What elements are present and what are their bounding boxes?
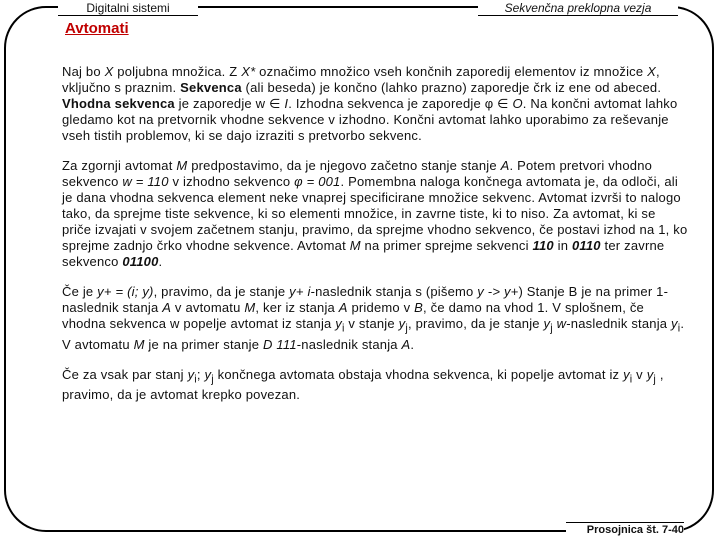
subscript: i [677, 322, 681, 335]
text-run: v izhodno sekvenco [168, 174, 295, 189]
text-run: Če za vsak par stanj [62, 366, 188, 382]
text-run: ; [196, 366, 205, 382]
text-run: X [647, 64, 656, 79]
text-run: , ker iz stanja [255, 300, 339, 315]
text-run: y+ [289, 284, 304, 299]
text-run: . Na končni avtomat lahko gledamo kot na pretvornik vhodne sekvence v izhodno. Končni avtomat lahko uporabimo za reševanje vseh tistih problemov, ki se dajo izraziti s pretvorbo sekvenc. [62, 96, 678, 143]
text-run: , pravimo, da je stanje [153, 284, 290, 299]
text-run: označimo množico vseh končnih zaporedij elementov iz množice [255, 64, 648, 79]
text-run: y [623, 366, 630, 382]
text-run: M [244, 300, 256, 315]
text-run: A [500, 158, 510, 173]
text-run: i [307, 284, 311, 299]
text-run: in [553, 238, 572, 253]
subscript: j [405, 322, 408, 335]
text-run: ) Stanje B je na primer 1-naslednik stanja [62, 284, 669, 315]
text-run: , pravimo, da je avtomat krepko povezan. [62, 366, 664, 403]
text-run: φ = 001 [294, 174, 341, 189]
text-run: X [104, 64, 114, 79]
text-run: B [414, 300, 424, 315]
text-run: , če damo na vhod 1. V splošnem, če vhodna sekvenca w popelje avtomat iz stanja [62, 300, 644, 331]
text-run: . [410, 336, 415, 352]
text-run: na primer sprejme sekvenci [360, 238, 533, 253]
text-run: y [187, 366, 195, 382]
text-run: . V avtomatu [62, 316, 685, 352]
text-run: y+ = (i; y) [97, 284, 154, 299]
text-run: w [556, 316, 567, 331]
paragraph-definitions [62, 64, 688, 144]
subscript: i [629, 373, 633, 386]
term-vhodna-sekvenca: Vhodna sekvenca [62, 96, 175, 111]
slide-body [62, 64, 688, 417]
text-run: y [398, 316, 406, 331]
text-run: M [349, 238, 361, 253]
text-run: . [158, 254, 163, 269]
text-run: y [671, 316, 678, 331]
paragraph-successor-states [62, 284, 688, 353]
text-run: D [262, 336, 273, 352]
text-run: končnega avtomata obstaja vhodna sekvenca, ki popelje avtomat iz [213, 366, 624, 382]
text-run: . Potem pretvori vhodno sekvenco [62, 158, 653, 189]
text-run: , pravimo, da je stanje [407, 316, 544, 331]
text-run: y [204, 366, 212, 382]
text-run: . Izhodna sekvenca je zaporedje φ ∈ [288, 96, 513, 111]
subscript: j [211, 373, 214, 386]
text-run: O [512, 96, 523, 111]
subscript: j [653, 373, 657, 386]
header-chapter-title: Sekvenčna preklopna vezja [478, 1, 678, 15]
text-run: y [543, 316, 551, 331]
text-run: Za zgornji avtomat [62, 158, 177, 173]
subscript: i [194, 373, 197, 386]
text-run: Naj bo [62, 64, 105, 79]
text-run: X* [241, 64, 256, 79]
text-run: Če je [62, 284, 98, 299]
text-run: v [632, 366, 647, 382]
text-run: y [646, 366, 654, 382]
subscript: j [550, 322, 553, 335]
text-run: ter zavrne sekvenco [62, 238, 665, 269]
paragraph-strong-connectivity [62, 367, 688, 404]
text-run: poljubna množica. Z [113, 64, 242, 79]
text-run: predpostavimo, da je njegovo začetno stanje stanje [187, 158, 501, 173]
text-run: y -> y+ [477, 284, 519, 299]
slide-number: Prosojnica št. 7-40 [566, 523, 684, 540]
text-run: A [401, 336, 411, 352]
text-run: 111 [276, 336, 297, 352]
header-course-title: Digitalni sistemi [58, 1, 198, 15]
sequence-110: 110 [532, 238, 554, 253]
text-run: v stanje [344, 316, 399, 331]
text-run: -naslednik stanja [296, 336, 402, 352]
text-run: pridemo v [347, 300, 415, 315]
text-run: , vključno s praznim. [62, 64, 660, 95]
text-run: w = 110 [122, 174, 169, 189]
term-sekvenca: Sekvenca [180, 80, 242, 95]
text-run: -naslednik stanja [566, 316, 672, 331]
text-run: je zaporedje w ∈ [174, 96, 285, 111]
text-run: M [176, 158, 188, 173]
text-run: I [284, 96, 289, 111]
text-run: . Pomembna naloga končnega avtomata je, da odloči, ali je dana vhodna sekvenca element neke vnaprej specificirane množice sekvenc. Avtomat izvrši to nalogo tako, da sprejme tiste sekvence, ki so elementi množice, in zavrne tiste, ki to niso. Za avtomat, ki se priče izvajati v svojem začetnem stanju, pravimo, da sprejme vhodno sekvenco, če postavi izhod na 1, ko sprejme zadnjo črko vhodne sekvence. Avtomat [62, 174, 688, 253]
paragraph-automaton-acceptance [62, 158, 688, 270]
slide-title: Avtomati [62, 20, 133, 37]
sequence-0110: 0110 [571, 238, 601, 253]
text-run: v avtomatu [171, 300, 245, 315]
text-run: A [162, 300, 172, 315]
text-run: A [338, 300, 348, 315]
text-run: M [133, 336, 145, 352]
text-run: je na primer stanje [144, 336, 263, 352]
text-run: (ali beseda) je končno (lahko prazno) zaporedje črk iz ene od abeced. [241, 80, 662, 95]
text-run: y [335, 316, 342, 331]
sequence-01100: 01100 [122, 254, 159, 269]
subscript: i [342, 322, 345, 335]
text-run: -naslednik stanja s (pišemo [310, 284, 478, 299]
